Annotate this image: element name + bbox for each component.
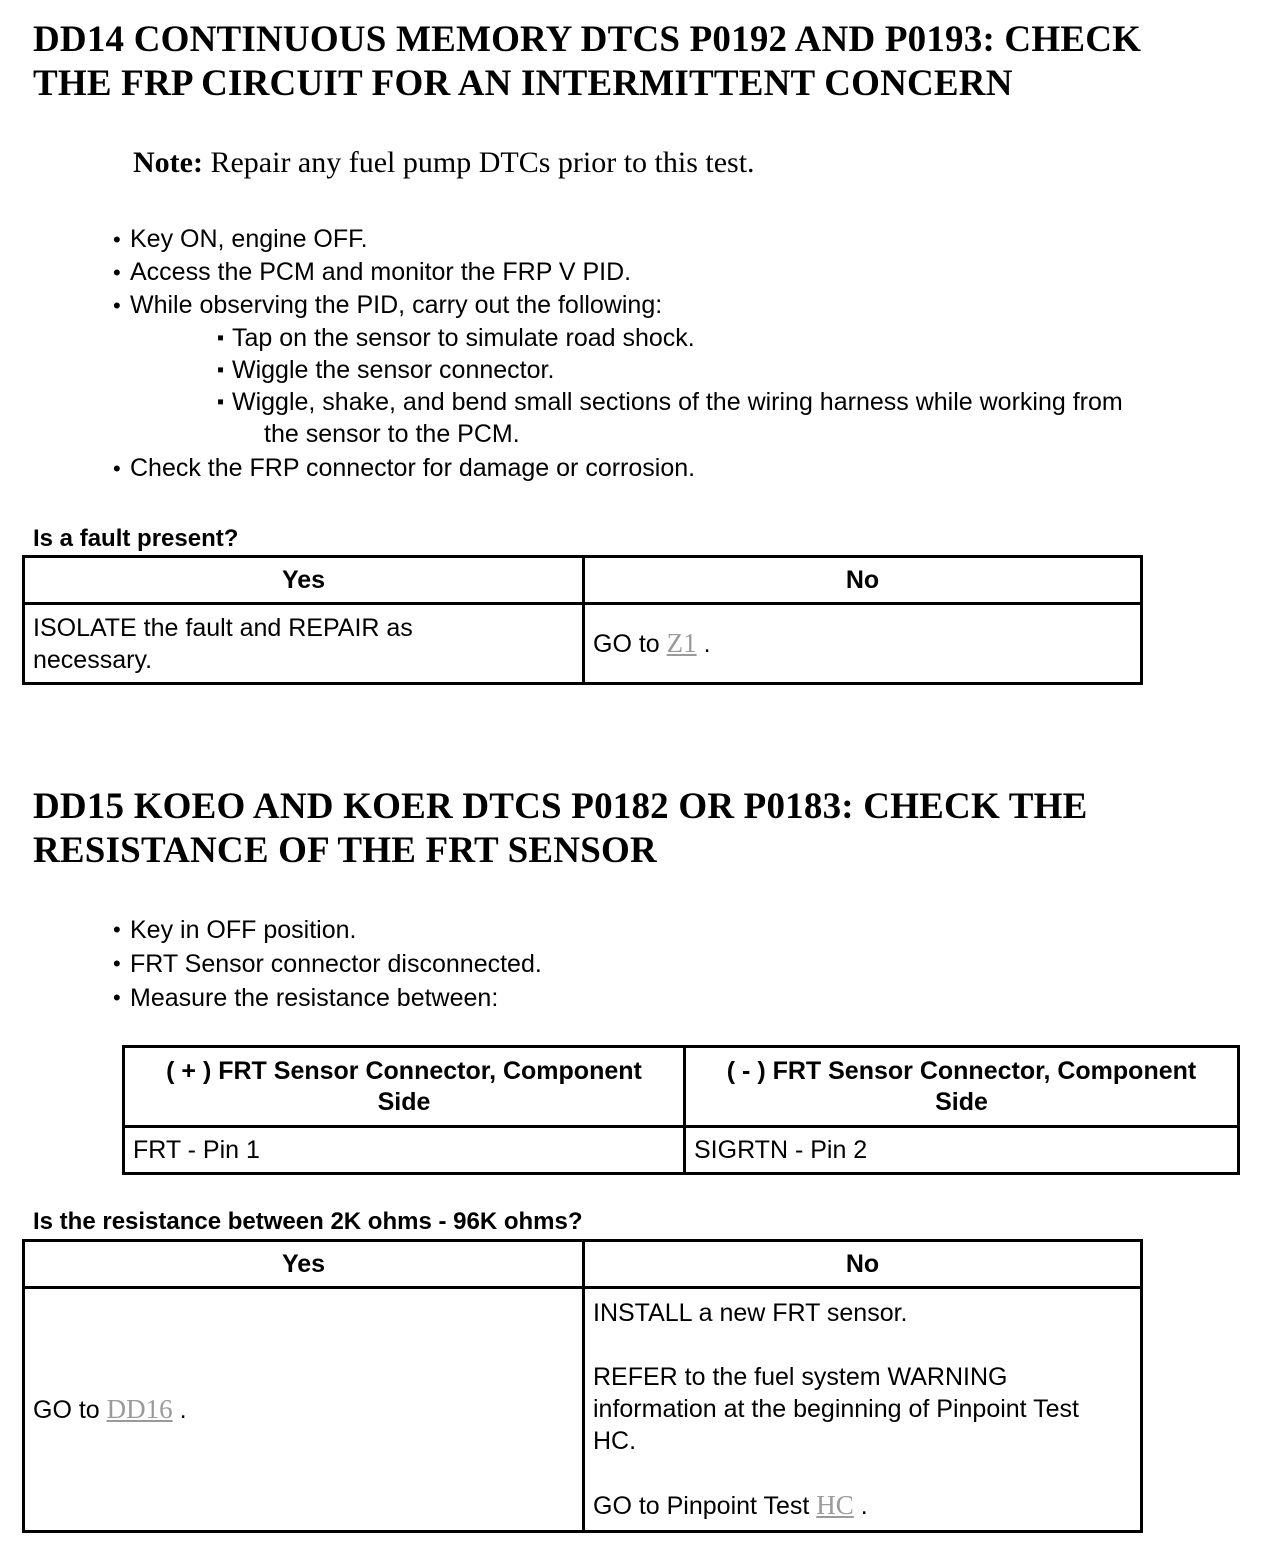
sub-list-item-text: Wiggle, shake, and bend small sections of the wiring harness while working from [232, 388, 1123, 416]
dd15-heading [33, 785, 1233, 873]
dd14-last-step [113, 452, 695, 485]
sub-list-item-continuation: the sensor to the PCM. [264, 420, 520, 448]
negative-header-line1: ( - ) FRT Sensor Connector, Component [726, 1056, 1197, 1085]
no-cell [584, 1288, 1142, 1532]
dd14-note [133, 145, 755, 181]
dd14-question: Is a fault present? [33, 525, 239, 552]
list-item: • Check the FRP connector for damage or corrosion. [113, 452, 695, 485]
dd15-heading-line2: RESISTANCE OF THE FRT SENSOR [33, 830, 657, 871]
no-cell-line2: REFER to the fuel system WARNING [593, 1363, 1008, 1391]
dd15-answer-table [22, 1239, 1143, 1533]
list-item: • FRT Sensor connector disconnected. [113, 947, 542, 981]
dd14-answer-table [22, 555, 1143, 685]
yes-cell-line2: necessary. [33, 645, 153, 674]
link-z1[interactable]: Z1 [666, 628, 697, 658]
dd14-heading-line1: DD14 CONTINUOUS MEMORY DTCS P0192 AND P0193: CHECK [33, 19, 1142, 60]
negative-header-line2: Side [935, 1087, 988, 1116]
yes-header: Yes [24, 557, 584, 604]
yes-cell [24, 604, 584, 684]
no-header: No [584, 1241, 1142, 1288]
dd15-steps [113, 913, 542, 1015]
dd14-steps [113, 223, 662, 322]
yes-cell-prefix: GO to [33, 1396, 100, 1424]
dd15-heading-line1: DD15 KOEO AND KOER DTCS P0182 OR P0183: CHECK THE [33, 786, 1088, 827]
no-cell-line5 [593, 1489, 1132, 1522]
note-text: Repair any fuel pump DTCs prior to this test. [210, 146, 755, 179]
no-cell-line1: INSTALL a new FRT sensor. [593, 1299, 908, 1327]
no-cell-line5-prefix: GO to Pinpoint Test [593, 1492, 810, 1520]
link-dd16[interactable]: DD16 [106, 1394, 173, 1424]
yes-cell-suffix: . [179, 1396, 187, 1424]
yes-cell [24, 1288, 584, 1532]
dd14-sub-steps [117, 322, 1123, 450]
no-cell-line4: HC. [593, 1427, 637, 1455]
dd15-measure-table [122, 1045, 1240, 1175]
dd14-heading [33, 18, 1233, 106]
no-cell-suffix: . [860, 1492, 868, 1520]
list-item: • Key ON, engine OFF. [113, 223, 662, 256]
dd14-heading-line2: THE FRP CIRCUIT FOR AN INTERMITTENT CONCERN [33, 63, 1013, 104]
no-cell [584, 604, 1142, 684]
dd15-question: Is the resistance between 2K ohms - 96K ohms? [33, 1208, 583, 1235]
no-header: No [584, 557, 1142, 604]
negative-pin-cell: SIGRTN - Pin 2 [685, 1127, 1239, 1174]
positive-connector-header [124, 1047, 685, 1127]
list-item: • While observing the PID, carry out the following: [113, 289, 662, 322]
link-hc[interactable]: HC [816, 1490, 854, 1520]
positive-pin-cell: FRT - Pin 1 [124, 1127, 685, 1174]
no-cell-line3: information at the beginning of Pinpoint Test [593, 1395, 1079, 1423]
note-label: Note: [133, 146, 203, 179]
negative-connector-header [685, 1047, 1239, 1127]
sub-list-item [217, 386, 1123, 450]
yes-cell-line1: ISOLATE the fault and REPAIR as [33, 613, 413, 642]
list-item: • Measure the resistance between: [113, 981, 542, 1015]
no-cell-prefix: GO to [593, 630, 660, 658]
positive-header-line2: Side [377, 1087, 431, 1116]
list-item: • Key in OFF position. [113, 913, 542, 947]
sub-list-item: ▪ Tap on the sensor to simulate road shock. [217, 322, 1123, 354]
no-cell-suffix: . [703, 630, 711, 658]
positive-header-line1: ( + ) FRT Sensor Connector, Component [166, 1056, 642, 1085]
yes-header: Yes [24, 1241, 584, 1288]
sub-list-item: ▪ Wiggle the sensor connector. [217, 354, 1123, 386]
list-item: • Access the PCM and monitor the FRP V PID. [113, 256, 662, 289]
